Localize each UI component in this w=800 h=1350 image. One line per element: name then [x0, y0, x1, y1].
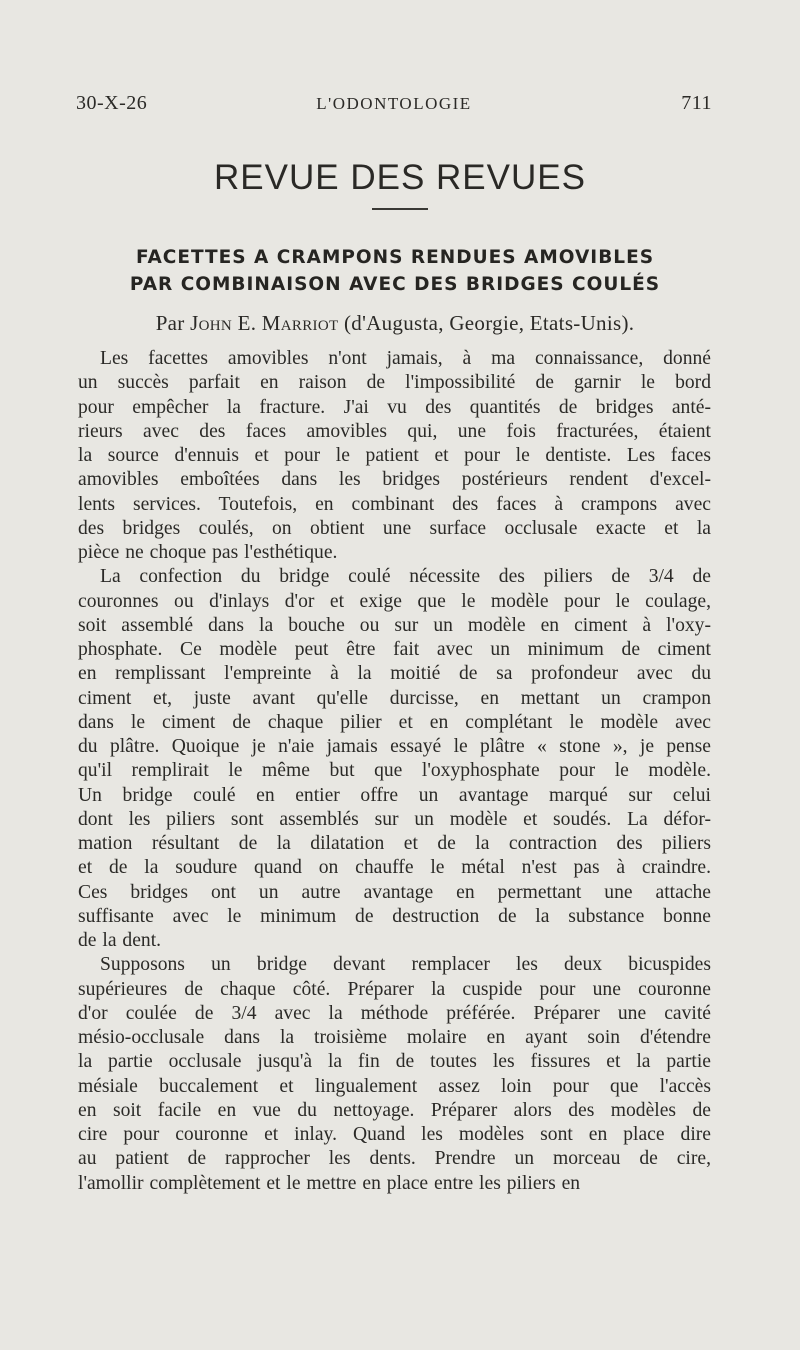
body-line: pièce ne choque pas l'esthétique. — [78, 542, 338, 563]
body-line: phosphate. Ce modèle peut être fait avec un minimum de ciment — [78, 639, 711, 660]
body-line: d'or coulée de 3/4 avec la méthode préférée. Préparer une cavité — [78, 1002, 711, 1024]
body-line: du plâtre. Quoique je n'aie jamais essayé le plâtre « stone », je pense — [78, 736, 711, 757]
body-line: l'amollir complètement et le mettre en place entre les piliers en — [78, 1172, 581, 1194]
body-line: couronnes ou d'inlays d'or et exige que le modèle pour le coulage, — [78, 590, 711, 612]
author-affiliation: (d'Augusta, Georgie, Etats-Unis). — [338, 311, 635, 335]
body-line: mésiale buccalement et lingualement assez loin pour que l'accès — [78, 1075, 711, 1097]
section-title: REVUE DES REVUES — [214, 158, 586, 197]
body-line: suffisante avec le minimum de destruction de la substance bonne — [78, 905, 711, 927]
body-line: lents services. Toutefois, en combinant des faces à crampons avec — [78, 493, 711, 515]
body-line: Un bridge coulé en entier offre un avantage marqué sur celui — [78, 784, 711, 806]
article-body — [78, 347, 711, 1196]
body-line: ciment et, juste avant qu'elle durcisse, en mettant un crampon — [78, 687, 711, 709]
body-line: La confection du bridge coulé nécessite des piliers de 3/4 de — [100, 566, 711, 588]
article-title-line-2: PAR COMBINAISON AVEC DES BRIDGES COULÉS — [129, 274, 661, 295]
author-name: John E. Marriot — [190, 311, 339, 335]
body-line: en remplissant l'empreinte à la moitié de sa profondeur avec du — [78, 663, 711, 685]
body-line: des bridges coulés, on obtient une surface occlusale exacte et la — [78, 517, 711, 539]
body-line: dans le ciment de chaque pilier et en complétant le modèle avec — [78, 711, 711, 733]
article-byline — [76, 311, 714, 336]
header-page-number: 711 — [681, 92, 712, 114]
body-line: rieurs avec des faces amovibles qui, une fois fracturées, étaient — [78, 420, 711, 442]
body-line: Supposons un bridge devant remplacer les deux bicuspides — [100, 954, 711, 976]
body-line: supérieures de chaque côté. Préparer la cuspide pour une couronne — [78, 978, 711, 1000]
body-line: mation résultant de la dilatation et de la contraction des piliers — [78, 833, 711, 854]
body-line: amovibles emboîtées dans les bridges postérieurs rendent d'excel- — [78, 469, 711, 491]
body-line: Ces bridges ont un autre avantage en permettant une attache — [78, 881, 711, 903]
body-line: qu'il remplirait le même but que l'oxyphosphate pour le modèle. — [78, 760, 711, 782]
article-title-line-1: FACETTES A CRAMPONS RENDUES AMOVIBLES — [135, 247, 655, 268]
byline-prefix: Par — [155, 311, 191, 335]
body-line: pour empêcher la fracture. J'ai vu des quantités de bridges anté- — [78, 396, 711, 418]
body-line: cire pour couronne et inlay. Quand les modèles sont en place dire — [78, 1124, 711, 1145]
body-line: un succès parfait en raison de l'impossibilité de garnir le bord — [78, 372, 711, 394]
body-line: Les facettes amovibles n'ont jamais, à ma connaissance, donné — [100, 348, 711, 369]
header-journal-name: L'ODONTOLOGIE — [316, 94, 472, 113]
body-line: de la dent. — [78, 930, 162, 951]
body-line: mésio-occlusale dans la troisième molaire en ayant soin d'étendre — [78, 1027, 711, 1048]
body-line: au patient de rapprocher les dents. Prendre un morceau de cire, — [78, 1148, 711, 1170]
article-title — [76, 244, 714, 298]
body-line: en soit facile en vue du nettoyage. Préparer alors des modèles de — [78, 1099, 711, 1121]
body-line: la source d'ennuis et pour le patient et pour le dentiste. Les faces — [78, 445, 711, 466]
title-divider — [372, 208, 428, 210]
header-date: 30-X-26 — [76, 92, 148, 114]
body-line: et de la soudure quand on chauffe le métal n'est pas à craindre. — [78, 857, 711, 879]
running-header — [76, 92, 712, 122]
body-line: la partie occlusale jusqu'à la fin de toutes les fissures et la partie — [78, 1051, 711, 1073]
body-line: dont les piliers sont assemblés sur un modèle et soudés. La défor- — [78, 808, 711, 830]
body-line: soit assemblé dans la bouche ou sur un modèle en ciment à l'oxy- — [78, 614, 711, 636]
